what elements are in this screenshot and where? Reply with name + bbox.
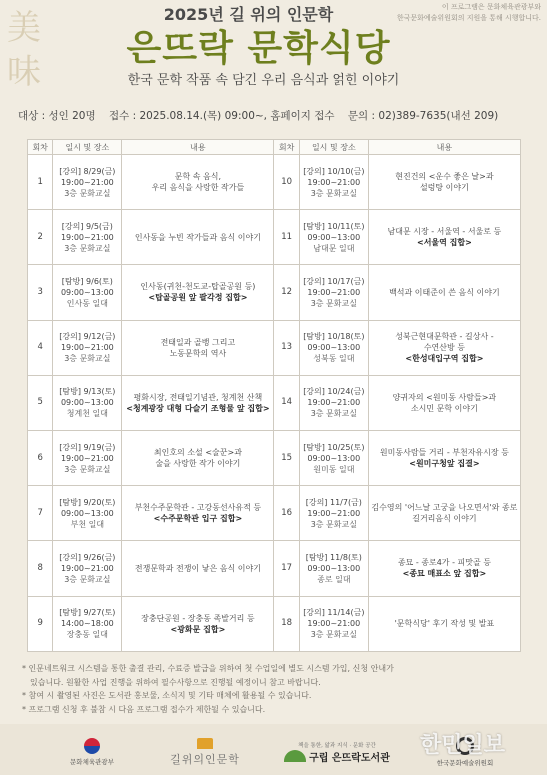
session-place: 3층 문화교실 bbox=[310, 188, 357, 198]
session-datetime bbox=[53, 320, 122, 375]
session-date: [강의] 9/12(금) bbox=[59, 332, 116, 342]
session-description: 현진건의 <운수 좋은 날>과 bbox=[395, 172, 494, 182]
session-content bbox=[368, 541, 520, 596]
session-datetime bbox=[299, 596, 368, 651]
session-content bbox=[122, 430, 274, 485]
session-number: 10 bbox=[274, 155, 299, 210]
gil-humanities-logo bbox=[150, 732, 260, 772]
session-place: 3층 문화교실 bbox=[310, 298, 357, 308]
table-row bbox=[28, 265, 521, 320]
session-time: 19:00~21:00 bbox=[307, 619, 361, 629]
notice-line: * 인문네트워크 시스템을 통한 출결 관리, 수료증 발급을 위하여 첫 수업일에 별도 시스템 가입, 신청 안내가 bbox=[22, 664, 394, 673]
session-datetime bbox=[53, 596, 122, 651]
session-place: 장충동 일대 bbox=[66, 630, 108, 640]
session-number: 6 bbox=[28, 430, 53, 485]
session-description: 양귀자의 <원미동 사람들>과 bbox=[392, 392, 497, 402]
program-subtitle: 2025년 길 위의 인문학 bbox=[163, 5, 334, 24]
session-content bbox=[368, 486, 520, 541]
session-date: [탐방] 9/6(토) bbox=[61, 276, 113, 286]
table-row bbox=[28, 210, 521, 265]
table-row bbox=[28, 596, 521, 651]
library-logo bbox=[278, 732, 396, 772]
session-number: 18 bbox=[274, 596, 299, 651]
library-name: 구립 은뜨락도서관 bbox=[309, 752, 390, 764]
gil-humanities-label: 길위의인문학 bbox=[170, 752, 240, 766]
session-number: 14 bbox=[274, 375, 299, 430]
session-content bbox=[368, 596, 520, 651]
session-description: 전쟁문학과 전쟁이 낳은 음식 이야기 bbox=[134, 563, 261, 573]
session-place: 3층 문화교실 bbox=[64, 188, 111, 198]
session-content bbox=[368, 375, 520, 430]
session-description: 장충단공원 - 장충동 족발거리 등 bbox=[141, 613, 255, 623]
notice-section bbox=[22, 662, 534, 716]
session-date: [강의] 9/5(금) bbox=[61, 221, 113, 231]
poster-header bbox=[0, 4, 547, 92]
session-date: [강의] 9/19(금) bbox=[59, 442, 116, 452]
session-datetime bbox=[53, 430, 122, 485]
session-time: 19:00~21:00 bbox=[60, 453, 114, 463]
session-datetime bbox=[53, 265, 122, 320]
mcst-logo bbox=[52, 732, 132, 772]
session-datetime bbox=[299, 430, 368, 485]
session-description: 부천수주문학관 - 고강동선사유적 등 bbox=[134, 503, 262, 513]
session-datetime bbox=[53, 541, 122, 596]
session-description: 문학 속 음식, bbox=[174, 172, 222, 182]
book-icon bbox=[197, 738, 213, 749]
table-row bbox=[28, 430, 521, 485]
session-time: 19:00~21:00 bbox=[307, 287, 361, 297]
session-time: 19:00~21:00 bbox=[307, 398, 361, 408]
session-description: 성북근현대문학관 - 길상사 - bbox=[395, 332, 494, 342]
session-description: 수연산방 등 bbox=[423, 343, 465, 353]
session-content bbox=[122, 541, 274, 596]
session-time: 09:00~13:00 bbox=[307, 563, 361, 573]
session-date: [강의] 10/10(금) bbox=[303, 166, 365, 176]
session-place: 3층 문화교실 bbox=[310, 519, 357, 529]
session-date: [탐방] 10/25(토) bbox=[303, 442, 365, 452]
session-description: 노동문학의 역사 bbox=[169, 348, 227, 358]
session-description: 전태일과 골뱅 그리고 bbox=[160, 337, 236, 347]
session-content bbox=[122, 375, 274, 430]
session-time: 09:00~13:00 bbox=[60, 508, 114, 518]
mcst-label: 문화체육관광부 bbox=[70, 758, 114, 766]
session-description: 김수영의 '어느날 고궁을 나오면서'와 종로 bbox=[371, 503, 518, 513]
session-datetime bbox=[53, 210, 122, 265]
library-hill-icon bbox=[284, 750, 306, 762]
session-time: 09:00~13:00 bbox=[307, 232, 361, 242]
sponsor-note-line-2: 한국문화예술위원회의 지원을 통해 시행합니다. bbox=[396, 14, 541, 22]
session-number: 12 bbox=[274, 265, 299, 320]
session-datetime bbox=[299, 541, 368, 596]
session-place: 3층 문화교실 bbox=[64, 464, 111, 474]
session-place: 종로 일대 bbox=[317, 574, 351, 584]
library-slogan: 책을 통한, 앎과 지식 · 문화 공간 bbox=[298, 742, 376, 749]
enrollment-info bbox=[18, 108, 538, 123]
header-session: 회차 bbox=[28, 140, 53, 155]
session-content bbox=[122, 486, 274, 541]
target-audience: 대상 : 성인 20명 bbox=[18, 110, 96, 122]
session-time: 09:00~13:00 bbox=[307, 343, 361, 353]
session-datetime bbox=[53, 155, 122, 210]
arts-council-label: 한국문화예술위원회 bbox=[436, 759, 494, 767]
session-place: 원미동 일대 bbox=[313, 464, 355, 474]
meeting-point: <청계광장 대형 다슬기 조형물 앞 집합> bbox=[126, 403, 270, 413]
notice-line: 있습니다. 원활한 사업 진행을 위하여 필수사항으로 진행될 예정이니 참고 바랍니다. bbox=[30, 677, 321, 687]
session-time: 09:00~13:00 bbox=[60, 287, 114, 297]
session-description: 인사동을 누빈 작가들과 음식 이야기 bbox=[134, 232, 261, 242]
session-date: [강의] 10/24(금) bbox=[303, 387, 365, 397]
session-number: 8 bbox=[28, 541, 53, 596]
session-time: 19:00~21:00 bbox=[60, 563, 114, 573]
session-datetime bbox=[299, 486, 368, 541]
session-description: 술을 사랑한 작가 이야기 bbox=[155, 459, 241, 469]
hanja-char-1: 美 bbox=[7, 8, 41, 48]
contact-info: 문의 : 02)389-7635(내선 209) bbox=[347, 110, 499, 122]
session-time: 19:00~21:00 bbox=[60, 343, 114, 353]
table-row bbox=[28, 320, 521, 375]
session-description: 소시민 문학 이야기 bbox=[410, 403, 478, 413]
session-time: 19:00~21:00 bbox=[307, 508, 361, 518]
session-datetime bbox=[299, 375, 368, 430]
session-description: 길거리음식 이야기 bbox=[412, 514, 477, 524]
session-time: 09:00~13:00 bbox=[307, 453, 361, 463]
session-content bbox=[368, 430, 520, 485]
meeting-point: <원미구청앞 집결> bbox=[409, 459, 480, 469]
session-number: 7 bbox=[28, 486, 53, 541]
session-datetime bbox=[299, 265, 368, 320]
session-content bbox=[368, 210, 520, 265]
session-date: [탐방] 11/8(토) bbox=[305, 552, 362, 562]
session-description: 원미동사람들 거리 - 부천자유시장 등 bbox=[379, 448, 509, 458]
header-datetime: 일시 및 장소 bbox=[53, 140, 122, 155]
session-place: 청계천 일대 bbox=[66, 409, 108, 419]
session-date: [탐방] 9/27(토) bbox=[59, 608, 116, 618]
table-row bbox=[28, 155, 521, 210]
table-row bbox=[28, 486, 521, 541]
session-content bbox=[122, 155, 274, 210]
header-datetime: 일시 및 장소 bbox=[299, 140, 368, 155]
session-description: 평화시장, 전태일기념관, 청계천 산책 bbox=[133, 392, 263, 402]
application-info: 접수 : 2025.08.14.(목) 09:00~, 홈페이지 접수 bbox=[108, 110, 335, 122]
session-description: 백석과 이태준이 쓴 음식 이야기 bbox=[389, 287, 500, 297]
news-watermark: 한민일보 bbox=[420, 733, 506, 758]
session-number: 13 bbox=[274, 320, 299, 375]
session-description: '문학식당' 후기 작성 및 발표 bbox=[394, 619, 495, 629]
sponsor-note-line-1: 이 프로그램은 문화체육관광부와 bbox=[441, 3, 541, 11]
session-time: 19:00~21:00 bbox=[307, 177, 361, 187]
session-datetime bbox=[53, 375, 122, 430]
session-content bbox=[122, 265, 274, 320]
session-number: 17 bbox=[274, 541, 299, 596]
session-date: [탐방] 9/13(토) bbox=[59, 387, 116, 397]
session-place: 남대문 일대 bbox=[313, 243, 355, 253]
session-datetime bbox=[299, 210, 368, 265]
session-number: 15 bbox=[274, 430, 299, 485]
session-date: [탐방] 10/11(토) bbox=[303, 221, 365, 231]
session-place: 3층 문화교실 bbox=[64, 243, 111, 253]
session-content bbox=[368, 320, 520, 375]
session-datetime bbox=[299, 320, 368, 375]
session-description: 종묘 - 종로4가 - 피맛골 등 bbox=[397, 558, 491, 568]
session-date: [강의] 11/14(금) bbox=[303, 608, 365, 618]
table-row bbox=[28, 541, 521, 596]
session-place: 3층 문화교실 bbox=[310, 409, 357, 419]
session-place: 인사동 일대 bbox=[66, 298, 108, 308]
session-date: [강의] 8/29(금) bbox=[59, 166, 116, 176]
hanja-char-2: 味 bbox=[7, 52, 41, 92]
session-date: [강의] 11/7(금) bbox=[305, 497, 362, 507]
session-date: [탐방] 10/18(토) bbox=[303, 332, 365, 342]
session-number: 11 bbox=[274, 210, 299, 265]
meeting-point: <한성대입구역 집합> bbox=[405, 354, 484, 364]
session-place: 성북동 일대 bbox=[313, 354, 355, 364]
session-content bbox=[368, 155, 520, 210]
session-place: 3층 문화교실 bbox=[310, 630, 357, 640]
notice-line: * 참여 시 촬영된 사진은 도서관 홍보물, 소식지 및 기타 매체에 활용될 수 있습니다. bbox=[22, 691, 312, 700]
session-number: 16 bbox=[274, 486, 299, 541]
session-content bbox=[368, 265, 520, 320]
schedule-header-row bbox=[28, 140, 521, 155]
session-time: 09:00~13:00 bbox=[60, 398, 114, 408]
meeting-point: <수주문학관 입구 집합> bbox=[153, 514, 243, 524]
session-content bbox=[122, 320, 274, 375]
header-session: 회차 bbox=[274, 140, 299, 155]
session-description: 설렁탕 이야기 bbox=[419, 183, 469, 193]
session-number: 1 bbox=[28, 155, 53, 210]
session-number: 4 bbox=[28, 320, 53, 375]
session-place: 3층 문화교실 bbox=[64, 574, 111, 584]
session-datetime bbox=[53, 486, 122, 541]
session-number: 2 bbox=[28, 210, 53, 265]
session-number: 3 bbox=[28, 265, 53, 320]
session-time: 14:00~18:00 bbox=[60, 619, 114, 629]
meeting-point: <서울역 집합> bbox=[416, 238, 472, 248]
session-description: 남대문 시장 - 서울역 - 서울로 등 bbox=[387, 227, 502, 237]
session-date: [탐방] 9/20(토) bbox=[59, 497, 116, 507]
session-place: 부천 일대 bbox=[70, 519, 105, 529]
meeting-point: <광화문 집합> bbox=[170, 624, 226, 634]
notice-line: * 프로그램 신청 후 불참 시 다음 프로그램 접수가 제한될 수 있습니다. bbox=[22, 704, 266, 714]
meeting-point: <탑골공원 앞 팔각정 집합> bbox=[148, 293, 248, 303]
table-row bbox=[28, 375, 521, 430]
session-number: 9 bbox=[28, 596, 53, 651]
session-content bbox=[122, 210, 274, 265]
session-description: 최인호의 소설 <술꾼>과 bbox=[153, 448, 242, 458]
session-date: [강의] 9/26(금) bbox=[59, 552, 116, 562]
program-title: 은뜨락 문학식당 bbox=[126, 27, 391, 69]
taegeuk-icon bbox=[84, 738, 100, 754]
session-number: 5 bbox=[28, 375, 53, 430]
session-description: 우리 음식을 사랑한 작가들 bbox=[151, 183, 245, 193]
header-content: 내용 bbox=[122, 140, 274, 155]
session-content bbox=[122, 596, 274, 651]
header-content: 내용 bbox=[368, 140, 520, 155]
meeting-point: <종묘 매표소 앞 집합> bbox=[402, 569, 487, 579]
session-description: 인사동(귀천-천도교-탑골공원 등) bbox=[140, 282, 256, 292]
session-date: [강의] 10/17(금) bbox=[303, 276, 365, 286]
program-tagline: 한국 문학 작품 속 담긴 우리 음식과 얽힌 이야기 bbox=[127, 73, 400, 88]
session-time: 19:00~21:00 bbox=[60, 232, 114, 242]
session-datetime bbox=[299, 155, 368, 210]
session-place: 3층 문화교실 bbox=[64, 354, 111, 364]
schedule-table bbox=[27, 139, 521, 652]
session-time: 19:00~21:00 bbox=[60, 177, 114, 187]
